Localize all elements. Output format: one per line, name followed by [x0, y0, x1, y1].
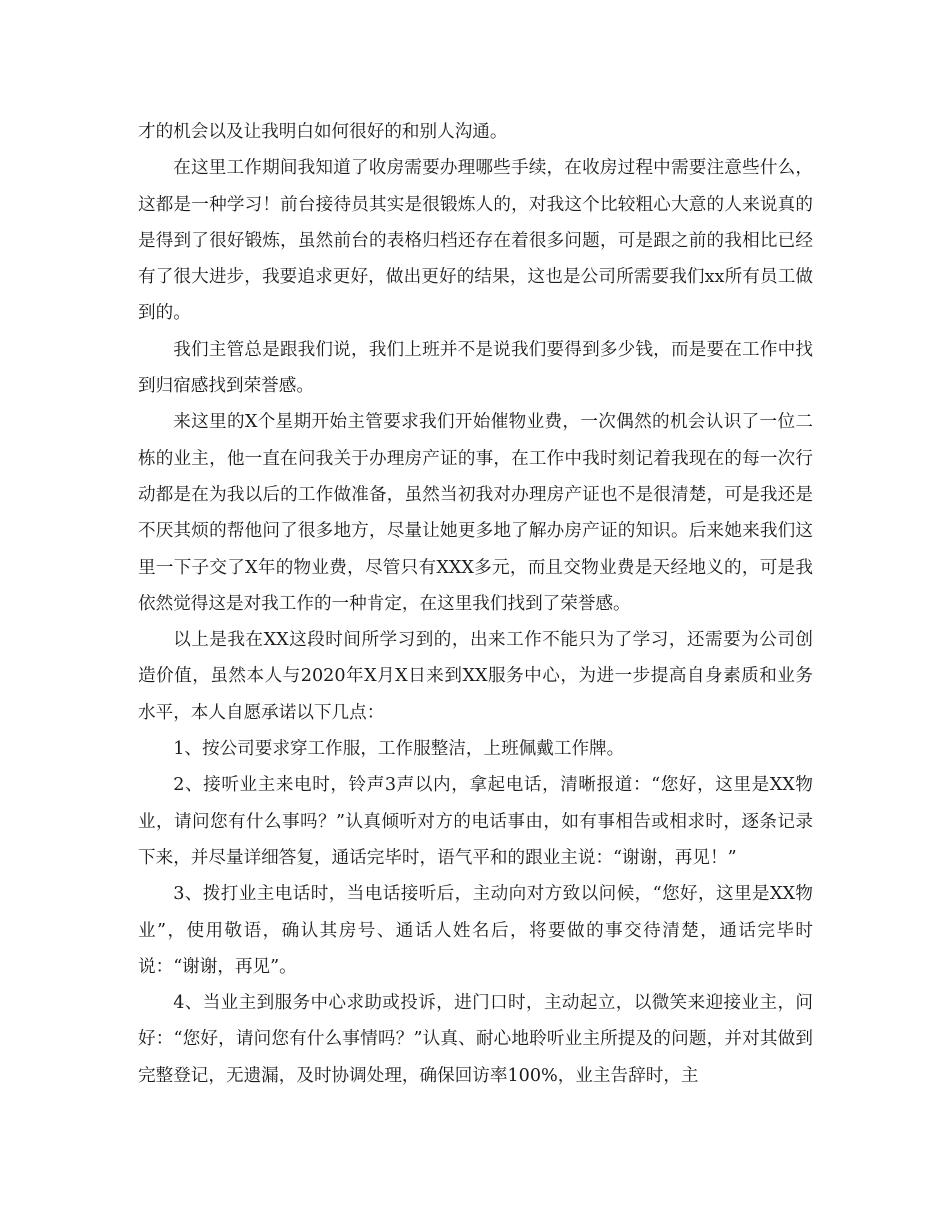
- paragraph-work-period: 在这里工作期间我知道了收房需要办理哪些手续，在收房过程中需要注意些什么，这都是一种学习！前台接待员其实是很锻炼人的，对我这个比较粗心大意的人来说真的是得到了很好锻炼，虽然前台的表格归档还存在着很多问题，可是跟之前的我相比已经有了很大进步，我要追求更好，做出更好的结果，这也是公司所需要我们xx所有员工做到的。: [138, 158, 813, 324]
- paragraph-property-fee: 来这里的X个星期开始主管要求我们开始催物业费，一次偶然的机会认识了一位二栋的业主，他一直在问我关于办理房产证的事，在工作中我时刻记着我现在的每一次行动都是在为我以后的工作做准备，虽然当初我对办理房产证也不是很清楚，可是我还是不厌其烦的帮他问了很多地方，尽量让她更多地了解办房产证的知识。后来她来我们这里一下子交了X年的物业费，尽管只有XXX多元，而且交物业费是天经地义的，可是我依然觉得这是对我工作的一种肯定，在这里我们找到了荣誉感。: [138, 412, 813, 614]
- paragraph-supervisor: 我们主管总是跟我们说，我们上班并不是说我们要得到多少钱，而是要在工作中找到归宿感找到荣誉感。: [138, 339, 813, 397]
- list-item-2: 2、接听业主来电时，铃声3声以内，拿起电话，清晰报道：“您好，这里是XX物业，请问您有什么事吗？”认真倾听对方的电话事由，如有事相告或相求时，逐条记录下来，并尽量详细答复，通话完毕时，语气平和的跟业主说：“谢谢，再见！”: [138, 775, 813, 868]
- list-item-1: 1、按公司要求穿工作服，工作服整洁，上班佩戴工作牌。: [173, 739, 625, 760]
- list-item-4: 4、当业主到服务中心求助或投诉，进门口时，主动起立，以微笑来迎接业主，问好：“您好，请问您有什么事情吗？”认真、耐心地聆听业主所提及的问题，并对其做到完整登记，无遗漏，及时协调处理，确保回访率100%，业主告辞时，主: [138, 993, 813, 1086]
- paragraph-continuation: 才的机会以及让我明白如何很好的和别人沟通。: [138, 122, 508, 142]
- list-item-3: 3、拨打业主电话时，当电话接听后，主动向对方致以问候，“您好，这里是XX物业”，使用敬语，确认其房号、通话人姓名后，将要做的事交待清楚，通话完毕时说：“谢谢，再见”。: [138, 884, 813, 977]
- document-body: [138, 114, 813, 1094]
- paragraph-commitment-intro: 以上是我在XX这段时间所学习到的，出来工作不能只为了学习，还需要为公司创造价值，虽然本人与2020年X月X日来到XX服务中心，为进一步提高自身素质和业务水平，本人自愿承诺以下几点：: [138, 630, 813, 723]
